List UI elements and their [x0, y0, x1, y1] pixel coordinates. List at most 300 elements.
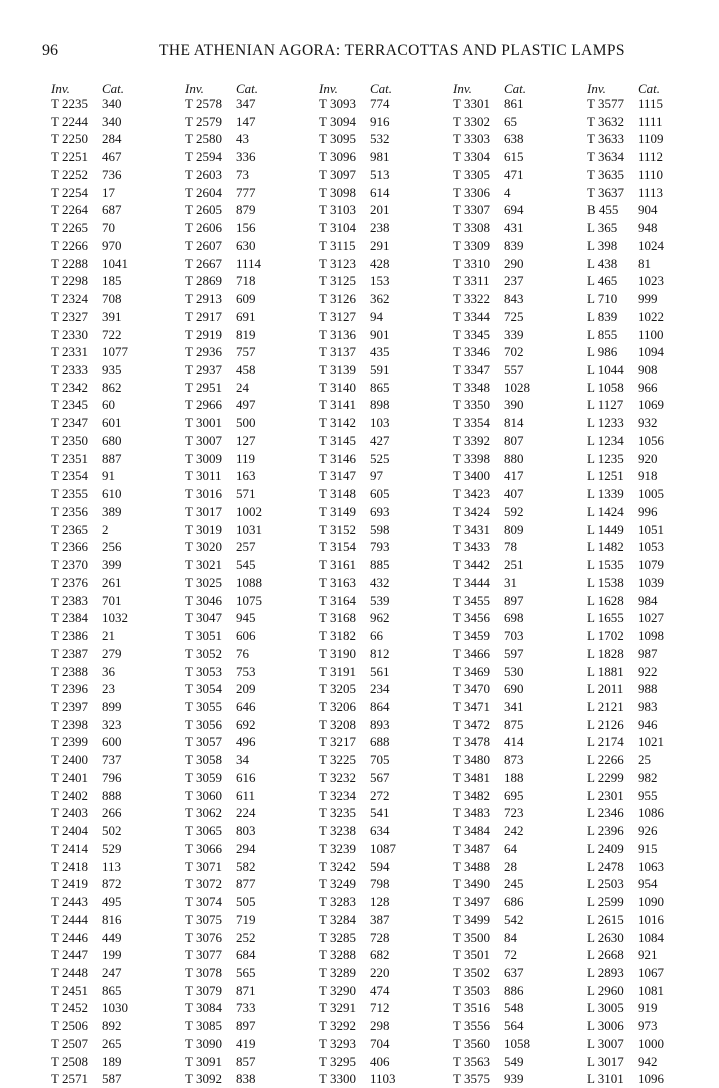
catalogue-number: 615	[504, 149, 524, 165]
table-row	[185, 716, 315, 734]
table-row	[453, 343, 583, 361]
table-row	[51, 272, 181, 290]
concordance-table	[51, 81, 691, 1087]
table-row	[319, 698, 449, 716]
catalogue-number: 1100	[638, 326, 664, 342]
inventory-number: T 3071	[185, 858, 222, 874]
table-row	[587, 343, 717, 361]
catalogue-number: 686	[504, 894, 524, 910]
catalogue-number: 220	[370, 964, 390, 980]
inventory-number: T 2506	[51, 1018, 88, 1034]
catalogue-number: 256	[102, 539, 122, 555]
table-row	[51, 201, 181, 219]
catalogue-number: 247	[102, 964, 122, 980]
catalogue-number: 495	[102, 894, 122, 910]
inventory-number: T 3560	[453, 1035, 490, 1051]
table-row	[453, 450, 583, 468]
inventory-number: L 3005	[587, 1000, 624, 1016]
table-row	[453, 858, 583, 876]
inventory-number: T 2264	[51, 202, 88, 218]
inventory-number: T 3190	[319, 645, 356, 661]
catalogue-number: 879	[236, 202, 256, 218]
table-row	[185, 964, 315, 982]
table-row	[453, 751, 583, 769]
catalogue-number: 839	[504, 237, 524, 253]
inventory-number: T 2265	[51, 220, 88, 236]
catalogue-number: 901	[370, 326, 390, 342]
inventory-number: T 2913	[185, 291, 222, 307]
catalogue-number: 932	[638, 415, 658, 431]
catalogue-number: 955	[638, 787, 658, 803]
table-row	[453, 911, 583, 929]
table-row	[587, 95, 717, 113]
inventory-number: T 2594	[185, 149, 222, 165]
inventory-number: L 3017	[587, 1053, 624, 1069]
inventory-number: L 1424	[587, 503, 624, 519]
inventory-number: L 1828	[587, 645, 624, 661]
table-row	[51, 308, 181, 326]
catalogue-number: 66	[370, 628, 383, 644]
catalogue-number: 1022	[638, 308, 664, 324]
inventory-number: L 986	[587, 344, 618, 360]
table-row	[51, 733, 181, 751]
catalogue-number: 945	[236, 610, 256, 626]
table-row	[587, 946, 717, 964]
catalogue-number: 712	[370, 1000, 390, 1016]
inventory-number: L 710	[587, 291, 618, 307]
catalogue-number: 807	[504, 432, 524, 448]
catalogue-number: 290	[504, 255, 524, 271]
catalogue-number: 1000	[638, 1035, 664, 1051]
catalogue-number: 449	[102, 929, 122, 945]
catalogue-number: 973	[638, 1018, 658, 1034]
table-row	[453, 663, 583, 681]
catalogue-number: 417	[504, 468, 524, 484]
table-row	[51, 592, 181, 610]
catalogue-number: 427	[370, 432, 390, 448]
inventory-number: T 3471	[453, 698, 490, 714]
catalogue-number: 725	[504, 308, 524, 324]
table-row	[587, 804, 717, 822]
catalogue-number: 638	[504, 131, 524, 147]
inventory-number: L 2346	[587, 805, 624, 821]
table-row	[185, 1070, 315, 1088]
inventory-number: T 3146	[319, 450, 356, 466]
inv-header: Inv.	[51, 81, 70, 96]
table-row	[319, 574, 449, 592]
inventory-number: L 2599	[587, 894, 624, 910]
inventory-number: T 3295	[319, 1053, 356, 1069]
catalogue-number: 362	[370, 291, 390, 307]
table-row	[587, 592, 717, 610]
inventory-number: T 3633	[587, 131, 624, 147]
table-row	[587, 609, 717, 627]
catalogue-number: 690	[504, 681, 524, 697]
catalogue-number: 1112	[638, 149, 664, 165]
table-row	[587, 113, 717, 131]
table-row	[319, 592, 449, 610]
catalogue-number: 611	[236, 787, 256, 803]
catalogue-number: 843	[504, 291, 524, 307]
inventory-number: T 3344	[453, 308, 490, 324]
inventory-number: T 3011	[185, 468, 222, 484]
catalogue-number: 549	[504, 1053, 524, 1069]
page-number: 96	[42, 42, 58, 59]
table-row	[51, 148, 181, 166]
catalogue-number: 1028	[504, 379, 530, 395]
table-row	[319, 911, 449, 929]
inventory-number: T 3115	[319, 237, 356, 253]
catalogue-number: 966	[638, 379, 658, 395]
inventory-number: T 2254	[51, 184, 88, 200]
catalogue-number: 862	[102, 379, 122, 395]
table-row	[185, 840, 315, 858]
table-row	[185, 999, 315, 1017]
catalogue-number: 695	[504, 787, 524, 803]
inventory-number: T 3398	[453, 450, 490, 466]
catalogue-number: 294	[236, 840, 256, 856]
table-row	[587, 769, 717, 787]
catalogue-number: 252	[236, 929, 256, 945]
table-row	[453, 521, 583, 539]
table-row	[319, 875, 449, 893]
inventory-number: T 2966	[185, 397, 222, 413]
table-row	[51, 326, 181, 344]
cat-header: Cat.	[102, 81, 125, 96]
table-row	[185, 751, 315, 769]
catalogue-number: 861	[504, 96, 524, 111]
catalogue-number: 587	[102, 1071, 122, 1087]
table-row	[587, 733, 717, 751]
catalogue-number: 809	[504, 521, 524, 537]
table-row	[51, 609, 181, 627]
inventory-number: T 3490	[453, 876, 490, 892]
inventory-number: L 1044	[587, 362, 624, 378]
catalogue-number: 920	[638, 450, 658, 466]
inventory-number: T 2288	[51, 255, 88, 271]
catalogue-number: 812	[370, 645, 390, 661]
table-row	[453, 592, 583, 610]
table-row	[587, 450, 717, 468]
table-row	[319, 1017, 449, 1035]
inventory-number: T 3637	[587, 184, 624, 200]
inventory-number: T 2350	[51, 432, 88, 448]
inventory-number: T 2354	[51, 468, 88, 484]
inventory-number: T 2448	[51, 964, 88, 980]
inventory-number: L 2126	[587, 716, 624, 732]
inventory-number: L 1339	[587, 486, 624, 502]
catalogue-number: 1002	[236, 503, 262, 519]
inventory-number: T 3127	[319, 308, 356, 324]
inventory-number: L 438	[587, 255, 618, 271]
inventory-number: T 3310	[453, 255, 490, 271]
table-row	[587, 201, 717, 219]
catalogue-number: 1027	[638, 610, 664, 626]
table-row	[51, 1053, 181, 1071]
table-row	[319, 733, 449, 751]
inventory-number: T 3025	[185, 574, 222, 590]
inventory-number: L 839	[587, 308, 618, 324]
catalogue-number: 875	[504, 716, 524, 732]
inventory-number: T 3142	[319, 415, 356, 431]
catalogue-number: 996	[638, 503, 658, 519]
table-row	[453, 893, 583, 911]
table-row	[185, 485, 315, 503]
catalogue-number: 70	[102, 220, 115, 236]
catalogue-number: 887	[102, 450, 122, 466]
table-row	[185, 769, 315, 787]
table-row	[319, 503, 449, 521]
inventory-number: T 2917	[185, 308, 222, 324]
cat-header: Cat.	[370, 81, 393, 96]
catalogue-number: 983	[638, 698, 658, 714]
inventory-number: T 3285	[319, 929, 356, 945]
catalogue-number: 336	[236, 149, 256, 165]
catalogue-number: 340	[102, 113, 122, 129]
catalogue-number: 898	[370, 397, 390, 413]
inventory-number: L 2409	[587, 840, 624, 856]
catalogue-number: 582	[236, 858, 256, 874]
inventory-number: L 1628	[587, 592, 624, 608]
table-row	[453, 822, 583, 840]
catalogue-number: 1094	[638, 344, 664, 360]
catalogue-number: 1113	[638, 184, 664, 200]
table-row	[453, 396, 583, 414]
inventory-number: T 3516	[453, 1000, 490, 1016]
catalogue-number: 119	[236, 450, 256, 466]
catalogue-number: 91	[102, 468, 115, 484]
inventory-number: T 3001	[185, 415, 222, 431]
catalogue-number: 390	[504, 397, 524, 413]
inventory-number: T 2351	[51, 450, 88, 466]
table-row	[51, 255, 181, 273]
table-row	[51, 875, 181, 893]
table-row	[453, 1017, 583, 1035]
inventory-number: T 3009	[185, 450, 222, 466]
catalogue-number: 65	[504, 113, 517, 129]
catalogue-number: 505	[236, 894, 256, 910]
catalogue-number: 872	[102, 876, 122, 892]
table-row	[51, 521, 181, 539]
inventory-number: T 2324	[51, 291, 88, 307]
catalogue-number: 630	[236, 237, 256, 253]
catalogue-number: 1021	[638, 734, 664, 750]
table-row	[587, 1035, 717, 1053]
table-row	[453, 982, 583, 1000]
inventory-number: L 1235	[587, 450, 624, 466]
inventory-number: L 2630	[587, 929, 624, 945]
table-row	[185, 822, 315, 840]
inventory-number: B 455	[587, 202, 619, 218]
table-row	[453, 432, 583, 450]
table-row	[319, 1053, 449, 1071]
table-row	[587, 964, 717, 982]
inventory-number: L 398	[587, 237, 618, 253]
inventory-number: T 2578	[185, 96, 222, 111]
catalogue-number: 1088	[236, 574, 262, 590]
table-row	[51, 130, 181, 148]
catalogue-number: 557	[504, 362, 524, 378]
inventory-number: T 3164	[319, 592, 356, 608]
inventory-number: L 1538	[587, 574, 624, 590]
catalogue-number: 962	[370, 610, 390, 626]
table-row	[51, 946, 181, 964]
catalogue-number: 916	[370, 113, 390, 129]
table-row	[51, 929, 181, 947]
catalogue-number: 341	[504, 698, 524, 714]
table-row	[185, 698, 315, 716]
table-row	[453, 467, 583, 485]
catalogue-number: 888	[102, 787, 122, 803]
column-header	[51, 82, 181, 95]
catalogue-number: 1053	[638, 539, 664, 555]
table-row	[453, 414, 583, 432]
inventory-number: T 2446	[51, 929, 88, 945]
inventory-number: L 3007	[587, 1035, 624, 1051]
catalogue-number: 73	[236, 166, 249, 182]
inventory-number: T 3065	[185, 823, 222, 839]
inventory-number: T 2398	[51, 716, 88, 732]
table-row	[319, 379, 449, 397]
table-row	[185, 130, 315, 148]
catalogue-number: 84	[504, 929, 517, 945]
catalogue-number: 733	[236, 1000, 256, 1016]
table-row	[319, 113, 449, 131]
catalogue-number: 81	[638, 255, 651, 271]
table-row	[453, 1035, 583, 1053]
catalogue-number: 1030	[102, 1000, 128, 1016]
catalogue-number: 4	[504, 184, 511, 200]
catalogue-number: 1058	[504, 1035, 530, 1051]
table-row	[453, 166, 583, 184]
table-row	[51, 237, 181, 255]
page-header	[42, 42, 682, 66]
catalogue-number: 565	[236, 964, 256, 980]
inventory-number: T 3392	[453, 432, 490, 448]
table-row	[587, 1053, 717, 1071]
inventory-number: T 3126	[319, 291, 356, 307]
catalogue-number: 458	[236, 362, 256, 378]
concordance-column	[51, 82, 181, 1088]
inventory-number: T 3502	[453, 964, 490, 980]
catalogue-number: 209	[236, 681, 256, 697]
table-row	[51, 822, 181, 840]
catalogue-number: 918	[638, 468, 658, 484]
table-row	[453, 255, 583, 273]
table-row	[587, 698, 717, 716]
inventory-number: T 3149	[319, 503, 356, 519]
catalogue-number: 347	[236, 96, 256, 111]
table-row	[319, 148, 449, 166]
inventory-number: T 3345	[453, 326, 490, 342]
table-row	[453, 645, 583, 663]
catalogue-number: 391	[102, 308, 122, 324]
inventory-number: T 2399	[51, 734, 88, 750]
inventory-number: T 3308	[453, 220, 490, 236]
catalogue-number: 60	[102, 397, 115, 413]
catalogue-number: 407	[504, 486, 524, 502]
catalogue-number: 798	[370, 876, 390, 892]
inventory-number: T 3084	[185, 1000, 222, 1016]
inventory-number: T 3125	[319, 273, 356, 289]
inventory-number: T 3053	[185, 663, 222, 679]
table-row	[587, 822, 717, 840]
table-row	[185, 929, 315, 947]
inventory-number: T 3072	[185, 876, 222, 892]
table-row	[185, 733, 315, 751]
catalogue-number: 981	[370, 149, 390, 165]
catalogue-number: 680	[102, 432, 122, 448]
catalogue-number: 600	[102, 734, 122, 750]
catalogue-number: 21	[102, 628, 115, 644]
table-row	[319, 716, 449, 734]
table-row	[51, 396, 181, 414]
catalogue-number: 922	[638, 663, 658, 679]
catalogue-number: 1086	[638, 805, 664, 821]
inventory-number: T 2580	[185, 131, 222, 147]
inventory-number: L 1535	[587, 557, 624, 573]
inventory-number: T 3058	[185, 752, 222, 768]
table-row	[587, 840, 717, 858]
inventory-number: T 2403	[51, 805, 88, 821]
catalogue-number: 23	[102, 681, 115, 697]
catalogue-number: 970	[102, 237, 122, 253]
table-row	[319, 538, 449, 556]
inventory-number: T 3283	[319, 894, 356, 910]
inventory-number: T 2387	[51, 645, 88, 661]
table-row	[453, 1070, 583, 1088]
inventory-number: T 3208	[319, 716, 356, 732]
catalogue-number: 736	[102, 166, 122, 182]
inventory-number: L 1449	[587, 521, 624, 537]
table-row	[185, 503, 315, 521]
catalogue-number: 886	[504, 982, 524, 998]
catalogue-number: 691	[236, 308, 256, 324]
inventory-number: L 2503	[587, 876, 624, 892]
catalogue-number: 1098	[638, 628, 664, 644]
catalogue-number: 2	[102, 521, 109, 537]
table-row	[453, 556, 583, 574]
catalogue-number: 513	[370, 166, 390, 182]
table-row	[587, 999, 717, 1017]
table-row	[185, 201, 315, 219]
catalogue-number: 598	[370, 521, 390, 537]
table-row	[587, 219, 717, 237]
table-row	[453, 840, 583, 858]
catalogue-number: 1041	[102, 255, 128, 271]
table-row	[185, 396, 315, 414]
inventory-number: T 2443	[51, 894, 88, 910]
column-header	[185, 82, 315, 95]
table-row	[587, 556, 717, 574]
catalogue-number: 28	[504, 858, 517, 874]
inventory-number: T 3076	[185, 929, 222, 945]
table-row	[587, 680, 717, 698]
inventory-number: L 2266	[587, 752, 624, 768]
inventory-number: T 3634	[587, 149, 624, 165]
catalogue-number: 564	[504, 1018, 524, 1034]
table-row	[185, 450, 315, 468]
table-row	[51, 645, 181, 663]
table-row	[587, 308, 717, 326]
catalogue-number: 428	[370, 255, 390, 271]
table-row	[319, 255, 449, 273]
catalogue-number: 634	[370, 823, 390, 839]
catalogue-number: 188	[504, 769, 524, 785]
inventory-number: T 3019	[185, 521, 222, 537]
catalogue-number: 926	[638, 823, 658, 839]
inventory-number: T 2414	[51, 840, 88, 856]
